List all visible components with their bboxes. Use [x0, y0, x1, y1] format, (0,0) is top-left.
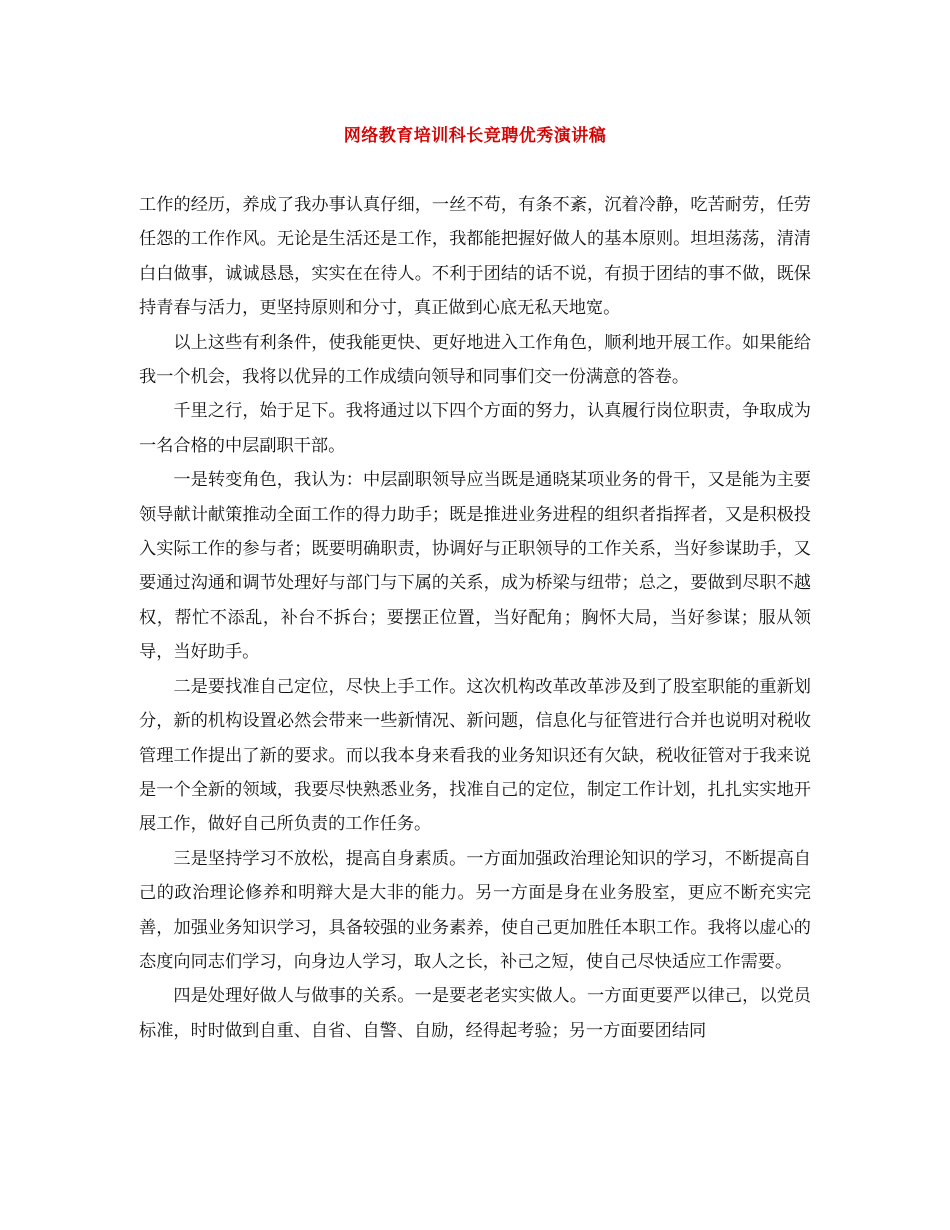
document-body: [139, 188, 811, 1048]
paragraph-1: 工作的经历，养成了我办事认真仔细，一丝不苟，有条不紊，沉着冷静，吃苦耐劳，任劳任怨的工作作风。无论是生活还是工作，我都能把握好做人的基本原则。坦坦荡荡，清清白白做事，诚诚恳恳，实实在在待人。不利于团结的话不说，有损于团结的事不做，既保持青春与活力，更坚持原则和分寸，真正做到心底无私天地宽。: [139, 195, 811, 319]
paragraph-6: 三是坚持学习不放松，提高自身素质。一方面加强政治理论知识的学习，不断提高自己的政治理论修养和明辩大是大非的能力。另一方面是身在业务股室，更应不断充实完善，加强业务知识学习，具备较强的业务素养，使自己更加胜任本职工作。我将以虚心的态度向同志们学习，向身边人学习，取人之长，补己之短，使自己尽快适应工作需要。: [139, 848, 811, 972]
paragraph-7: 四是处理好做人与做事的关系。一是要老老实实做人。一方面更要严以律己，以党员标准，时时做到自重、自省、自警、自励，经得起考验；另一方面要团结同: [139, 986, 811, 1041]
paragraph-4: 一是转变角色，我认为：中层副职领导应当既是通晓某项业务的骨干，又是能为主要领导献计献策推动全面工作的得力助手；既是推进业务进程的组织者指挥者，又是积极投入实际工作的参与者；既要明确职责，协调好与正职领导的工作关系，当好参谋助手，又要通过沟通和调节处理好与部门与下属的关系，成为桥梁与纽带；总之，要做到尽职不越权，帮忙不添乱，补台不拆台；要摆正位置，当好配角；胸怀大局，当好参谋；服从领导，当好助手。: [139, 470, 811, 663]
paragraph-3: 千里之行，始于足下。我将通过以下四个方面的努力，认真履行岗位职责，争取成为一名合格的中层副职干部。: [139, 401, 811, 456]
document-title: 网络教育培训科长竞聘优秀演讲稿: [343, 126, 607, 146]
paragraph-5: 二是要找准自己定位，尽快上手工作。这次机构改革改革涉及到了股室职能的重新划分，新的机构设置必然会带来一些新情况、新问题，信息化与征管进行合并也说明对税收管理工作提出了新的要求。而以我本身来看我的业务知识还有欠缺，税收征管对于我来说是一个全新的领域，我要尽快熟悉业务，找准自己的定位，制定工作计划，扎扎实实地开展工作，做好自己所负责的工作任务。: [139, 676, 811, 835]
paragraph-2: 以上这些有利条件，使我能更快、更好地进入工作角色，顺利地开展工作。如果能给我一个机会，我将以优异的工作成绩向领导和同事们交一份满意的答卷。: [139, 332, 811, 388]
